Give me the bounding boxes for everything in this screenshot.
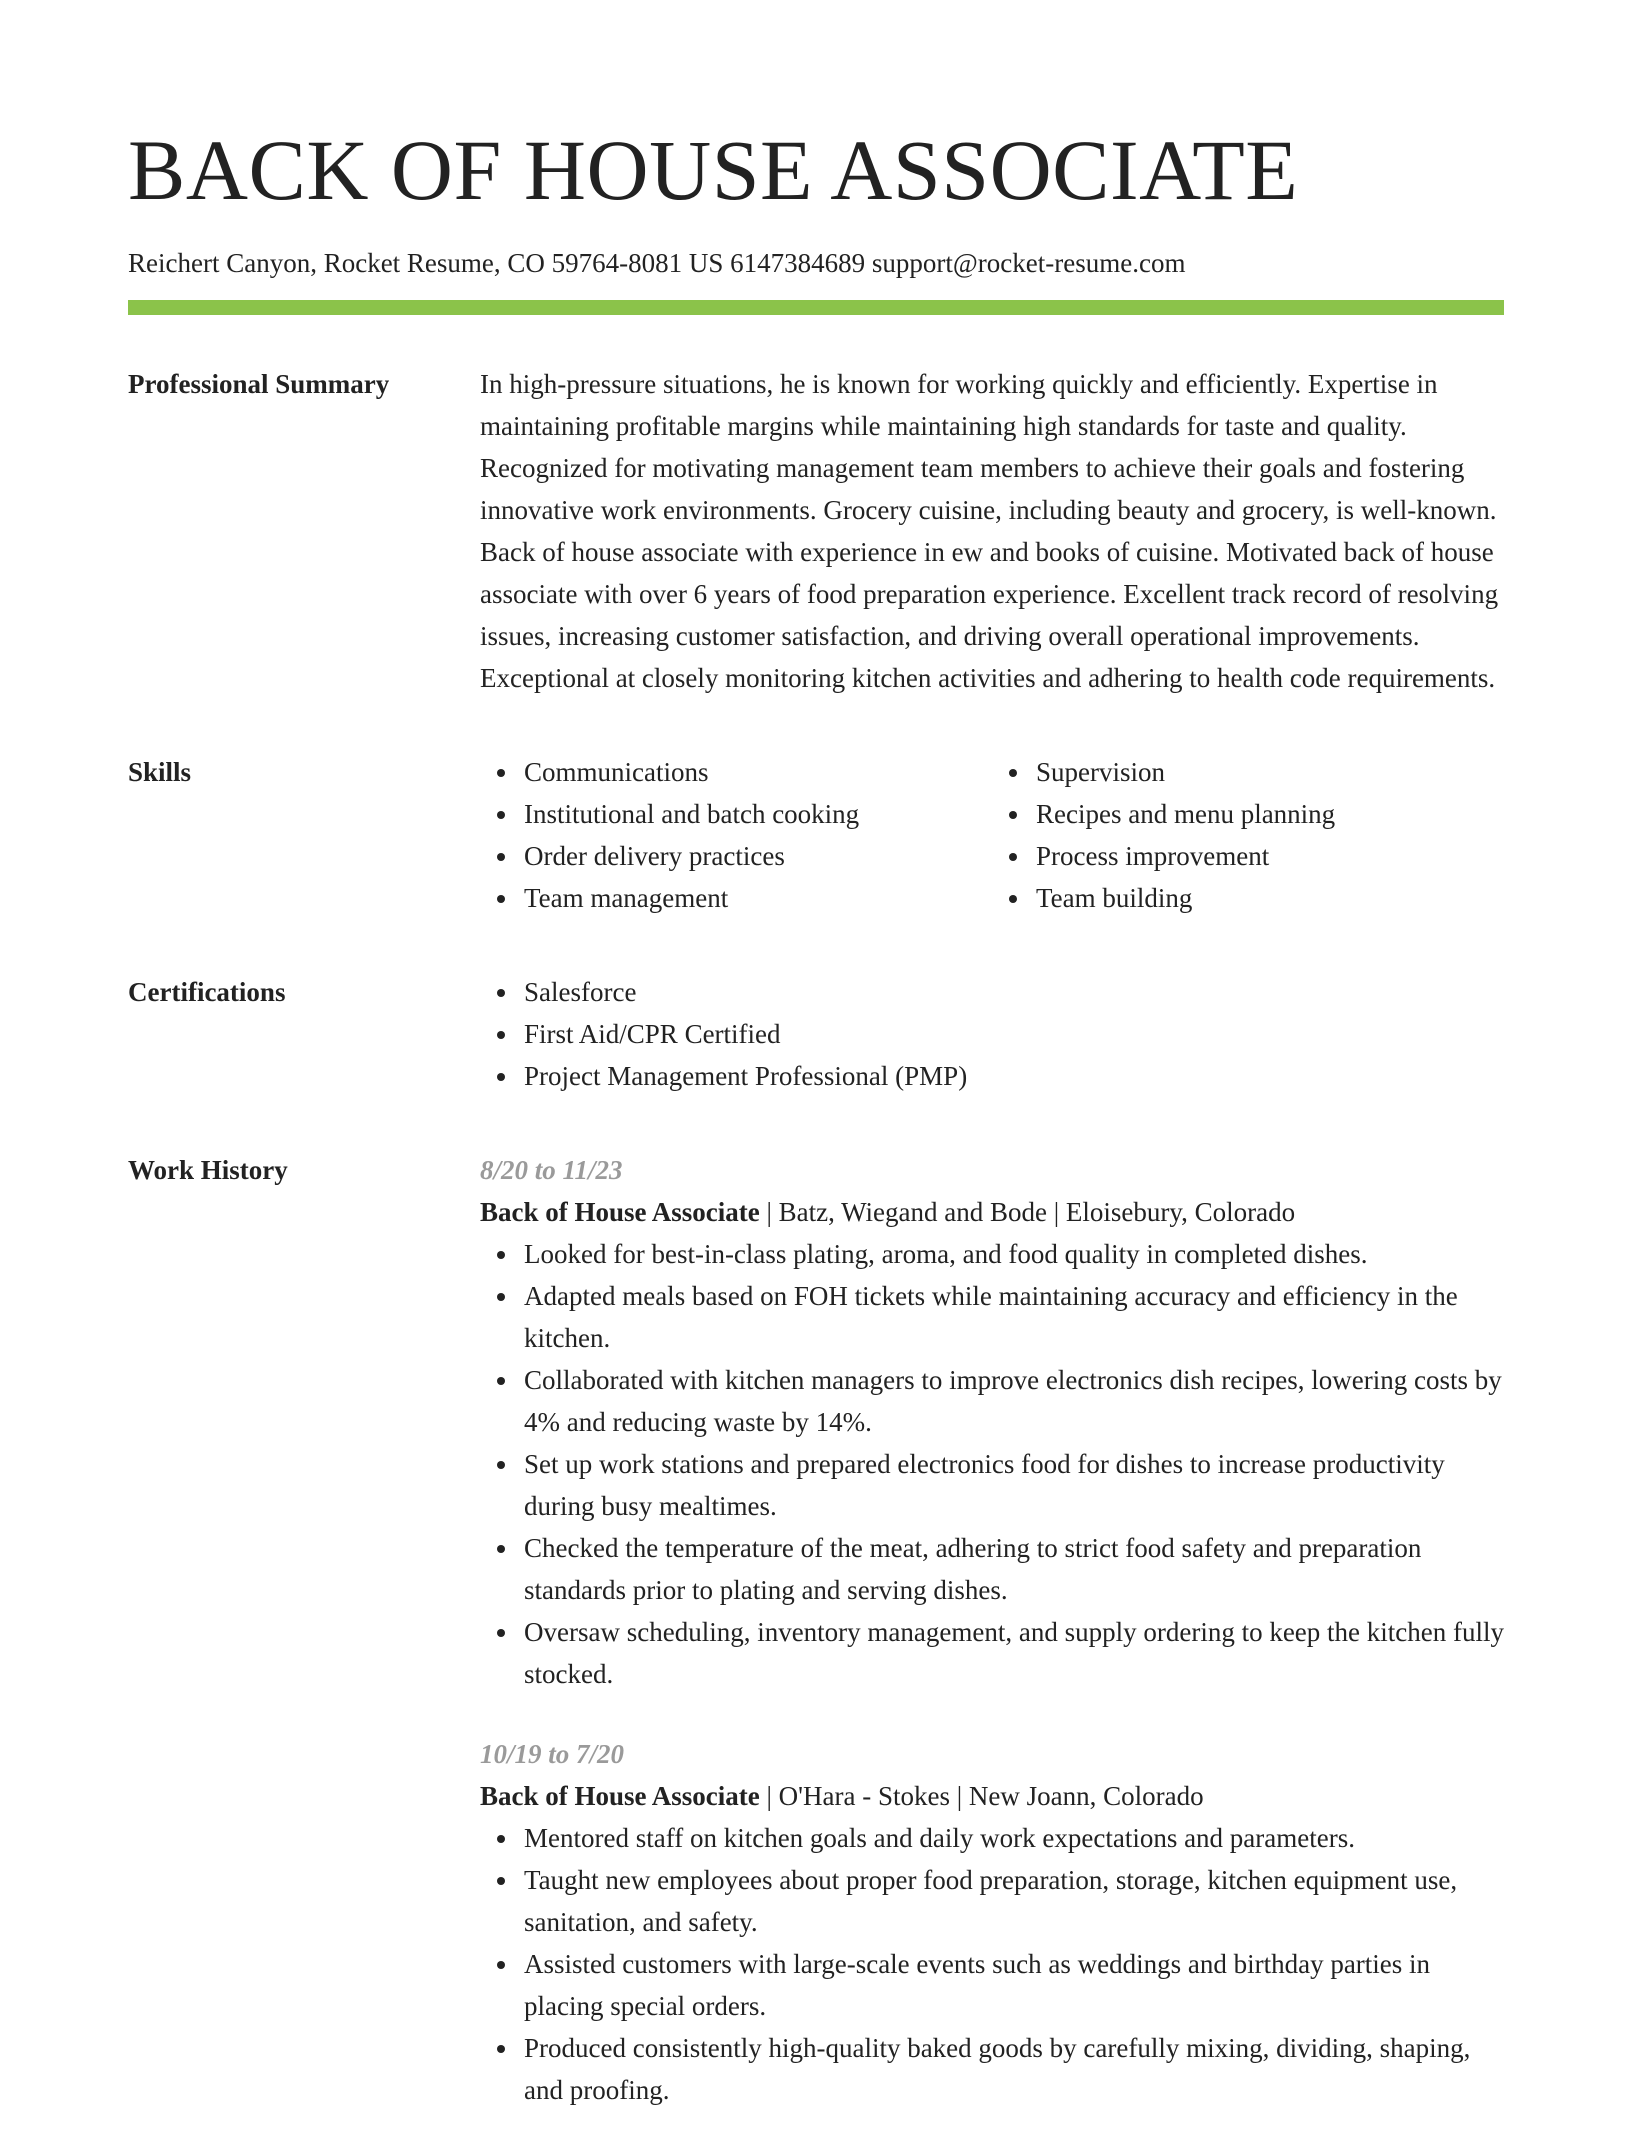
certification-item: Salesforce (524, 971, 1504, 1013)
job-heading (480, 1191, 1504, 1233)
skill-item: Process improvement (1036, 835, 1504, 877)
job-bullets (480, 1817, 1504, 2111)
skill-item: Supervision (1036, 751, 1504, 793)
skill-item: Team management (524, 877, 992, 919)
skills-list-left (480, 751, 992, 919)
section-work-history (128, 1149, 1504, 2149)
certifications-list (480, 971, 1504, 1097)
job-entry (480, 1149, 1504, 1695)
job-bullet: Produced consistently high-quality baked goods by carefully mixing, dividing, shaping, and proofing. (524, 2027, 1504, 2111)
job-heading (480, 1775, 1504, 1817)
section-title-summary: Professional Summary (128, 369, 390, 399)
certification-item: First Aid/CPR Certified (524, 1013, 1504, 1055)
skill-item: Order delivery practices (524, 835, 992, 877)
job-details: | O'Hara - Stokes | New Joann, Colorado (759, 1781, 1204, 1811)
skills-list-right (992, 751, 1504, 919)
section-certifications (128, 971, 1504, 1097)
section-title-certifications: Certifications (128, 977, 286, 1007)
job-bullet: Checked the temperature of the meat, adhering to strict food safety and preparation standards prior to plating and serving dishes. (524, 1527, 1504, 1611)
job-bullet: Set up work stations and prepared electronics food for dishes to increase productivity during busy mealtimes. (524, 1443, 1504, 1527)
resume-page (128, 120, 1504, 2149)
job-bullets (480, 1233, 1504, 1695)
job-title: Back of House Associate (480, 1781, 760, 1811)
accent-divider (128, 300, 1504, 315)
summary-text: In high-pressure situations, he is known for working quickly and efficiently. Expertise in maintaining profitable margins while maintaining high standards for taste and quality. Recognized for motivating management team members to achieve their goals and fostering innovative work environments. Grocery cuisine, including beauty and grocery, is well-known. Back of house associate with experience in ew and books of cuisine. Motivated back of house associate with over 6 years of food preparation experience. Excellent track record of resolving issues, increasing customer satisfaction, and driving overall operational improvements. Exceptional at closely monitoring kitchen activities and adhering to health code requirements. (480, 369, 1499, 693)
section-title-skills: Skills (128, 757, 192, 787)
resume-name: BACK OF HOUSE ASSOCIATE (128, 122, 1299, 218)
section-skills (128, 751, 1504, 919)
certification-item: Project Management Professional (PMP) (524, 1055, 1504, 1097)
job-bullet: Adapted meals based on FOH tickets while maintaining accuracy and efficiency in the kitchen. (524, 1275, 1504, 1359)
job-dates: 8/20 to 11/23 (480, 1155, 623, 1185)
job-dates: 10/19 to 7/20 (480, 1739, 625, 1769)
job-bullet: Collaborated with kitchen managers to improve electronics dish recipes, lowering costs by 4% and reducing waste by 14%. (524, 1359, 1504, 1443)
skill-item: Team building (1036, 877, 1504, 919)
job-bullet: Assisted customers with large-scale events such as weddings and birthday parties in placing special orders. (524, 1943, 1504, 2027)
job-entry (480, 1733, 1504, 2111)
job-details: | Batz, Wiegand and Bode | Eloisebury, Colorado (759, 1197, 1296, 1227)
section-title-work-history: Work History (128, 1155, 288, 1185)
job-bullet: Looked for best-in-class plating, aroma, and food quality in completed dishes. (524, 1233, 1504, 1275)
job-title: Back of House Associate (480, 1197, 760, 1227)
job-bullet: Oversaw scheduling, inventory management, and supply ordering to keep the kitchen fully stocked. (524, 1611, 1504, 1695)
section-summary (128, 363, 1504, 699)
skill-item: Recipes and menu planning (1036, 793, 1504, 835)
job-bullet: Taught new employees about proper food preparation, storage, kitchen equipment use, sanitation, and safety. (524, 1859, 1504, 1943)
job-bullet: Mentored staff on kitchen goals and daily work expectations and parameters. (524, 1817, 1504, 1859)
skill-item: Communications (524, 751, 992, 793)
contact-line: Reichert Canyon, Rocket Resume, CO 59764-8081 US 6147384689 support@rocket-resume.com (128, 248, 1186, 278)
skill-item: Institutional and batch cooking (524, 793, 992, 835)
